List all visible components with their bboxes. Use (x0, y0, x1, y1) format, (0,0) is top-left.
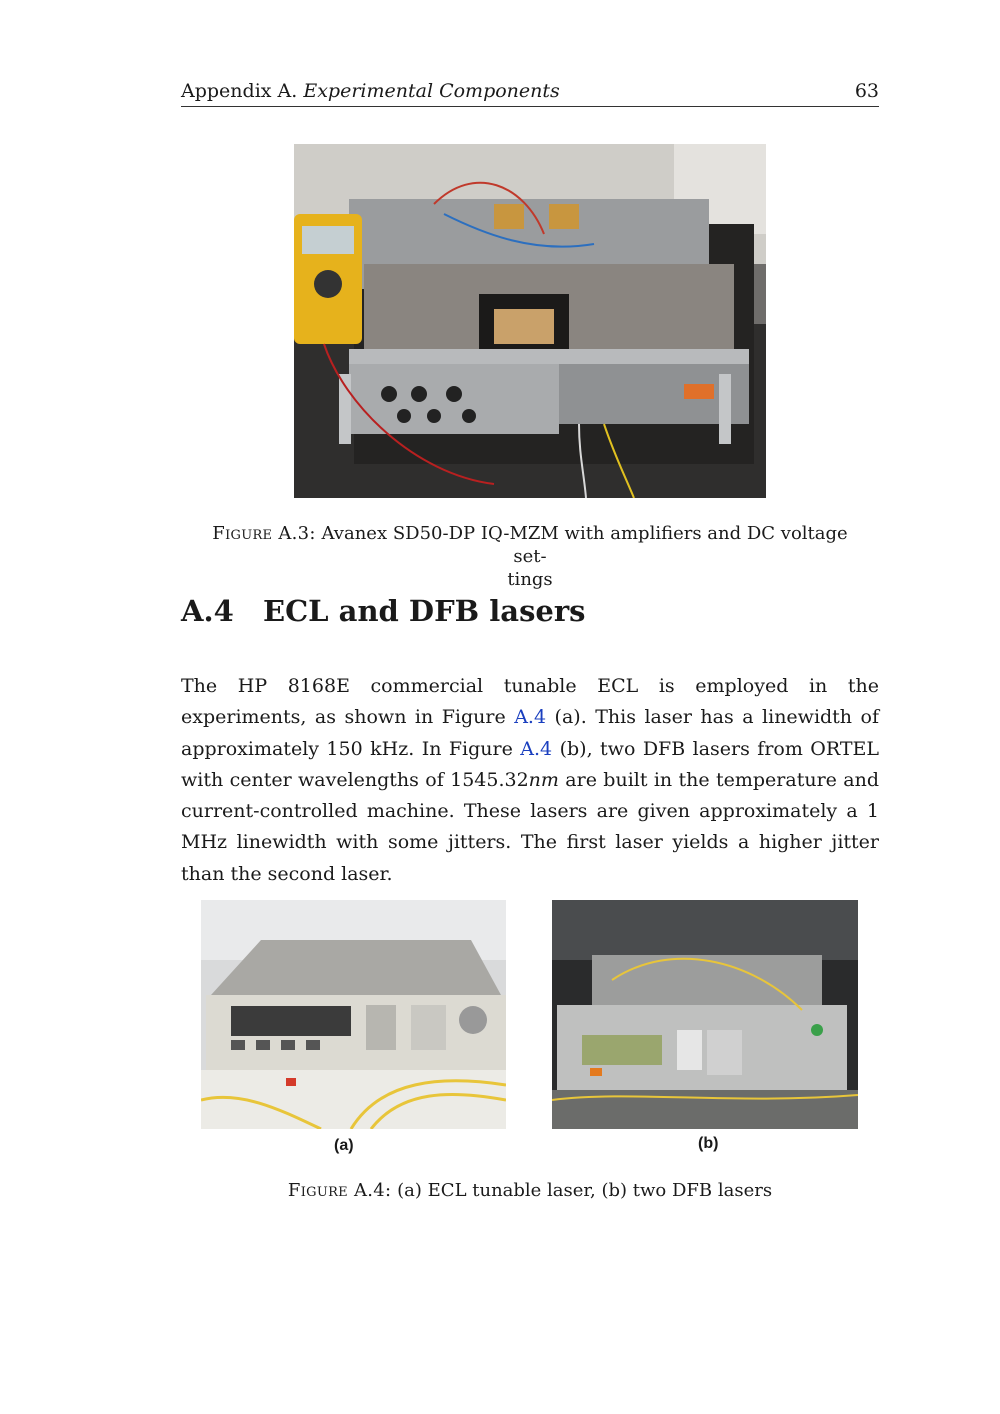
section-number: A.4 (181, 594, 234, 628)
figure-a4-caption-text: (a) ECL tunable laser, (b) two DFB lasers (397, 1180, 773, 1201)
dfb-lasers-photo (552, 900, 858, 1129)
chapter-label: Appendix A. (181, 80, 298, 102)
body-text-3: (b), two DFB lasers from ORTEL with center wavelengths of 1545.32 (181, 737, 879, 791)
figure-a4a-photo (201, 900, 506, 1129)
figure-a3-caption-line1: Avanex SD50-DP IQ-MZM with amplifiers and DC voltage set- (321, 523, 848, 567)
chapter-title: Experimental Components (303, 80, 560, 102)
running-head (181, 80, 560, 102)
figure-a3-photo (294, 144, 766, 498)
figure-a4-caption (200, 1179, 860, 1202)
section-title: ECL and DFB lasers (263, 594, 586, 628)
figure-a3-caption (200, 522, 860, 591)
ecl-laser-photo (201, 900, 506, 1129)
body-text-4: are built in the temperature and current-controlled machine. These lasers are given approximately a 1 MHz linewidth with some jitters. The first laser yields a higher jitter than the second laser. (181, 768, 879, 885)
page-header (181, 80, 879, 107)
page-number: 63 (854, 80, 879, 102)
section-heading (181, 594, 585, 628)
body-text-2: (a). This laser has a linewidth of approximately 150 kHz. In Figure (181, 706, 880, 760)
modulator-rack-photo (294, 144, 766, 498)
figure-a3-caption-line2: tings (507, 569, 553, 590)
figure-ref-link[interactable]: A.4 (514, 706, 547, 729)
subfigure-label-a: (a) (334, 1137, 354, 1154)
figure-ref-link[interactable]: A.4 (520, 737, 553, 760)
subfigure-label-b: (b) (698, 1135, 719, 1152)
unit-nm: nm (528, 768, 559, 791)
figure-a3-label: Figure A.3: (212, 523, 316, 544)
figure-a4-label: Figure A.4: (287, 1180, 392, 1201)
body-paragraph (181, 671, 879, 890)
figure-a4b-photo (552, 900, 858, 1129)
body-text-1: The HP 8168E commercial tunable ECL is employed in the experiments, as shown in Figure (181, 675, 879, 729)
